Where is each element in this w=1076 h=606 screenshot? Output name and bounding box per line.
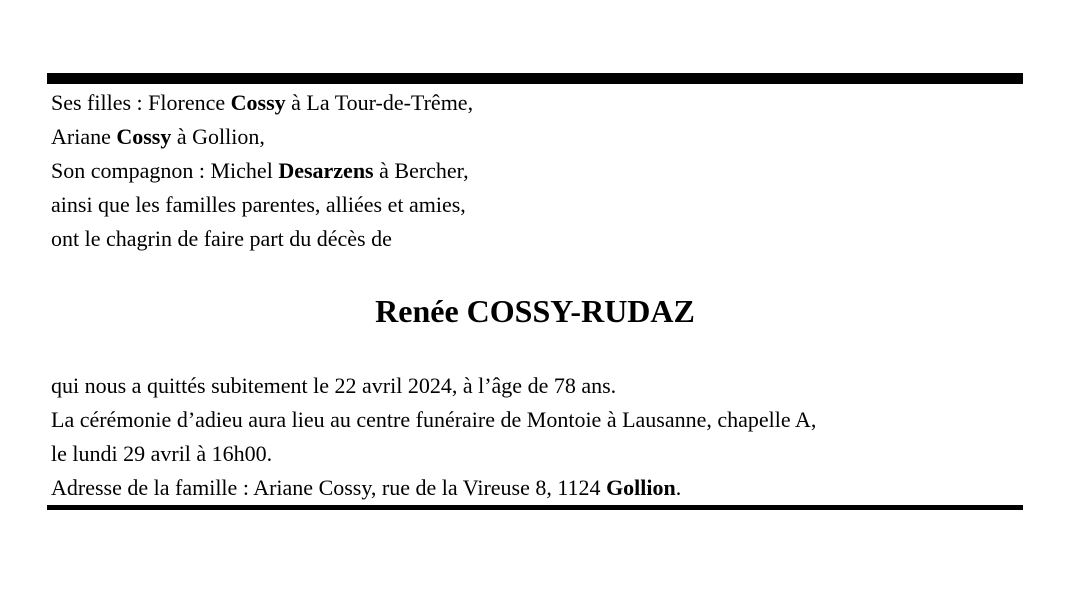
line-text: ont le chagrin de faire part du décès de <box>51 226 392 251</box>
line-text: Son compagnon : Michel <box>51 158 279 183</box>
line-text: . <box>675 475 682 500</box>
notice-line <box>51 471 1023 505</box>
line-text: le lundi 29 avril à 16h00. <box>51 441 273 466</box>
line-text: Ariane <box>51 124 117 149</box>
notice-line <box>51 120 1023 154</box>
line-bold-text: Gollion <box>606 475 676 500</box>
notice-line <box>51 437 1023 471</box>
ceremony-paragraph <box>51 369 1023 505</box>
notice-line <box>51 369 1023 403</box>
notice-line <box>51 222 1023 256</box>
notice-line <box>51 403 1023 437</box>
line-bold-text: Cossy <box>116 124 172 149</box>
line-text: à La Tour-de-Trême, <box>285 90 474 115</box>
family-paragraph <box>51 86 1023 256</box>
notice-line <box>51 188 1023 222</box>
line-text: Adresse de la famille : Ariane Cossy, rue de la Vireuse 8, 1124 <box>51 475 607 500</box>
deceased-name: Renée COSSY-RUDAZ <box>375 293 695 329</box>
notice-line <box>51 154 1023 188</box>
line-text: Ses filles : Florence <box>51 90 231 115</box>
line-bold-text: Desarzens <box>278 158 374 183</box>
line-text: La cérémonie d’adieu aura lieu au centre funéraire de Montoie à Lausanne, chapelle A, <box>51 407 817 432</box>
line-text: qui nous a quittés subitement le 22 avril 2024, à l’âge de 78 ans. <box>51 373 617 398</box>
line-text: à Bercher, <box>373 158 469 183</box>
line-text: ainsi que les familles parentes, alliées et amies, <box>51 192 466 217</box>
bottom-rule <box>47 505 1023 510</box>
top-rule <box>47 73 1023 84</box>
line-text: à Gollion, <box>171 124 265 149</box>
notice-line <box>51 86 1023 120</box>
line-bold-text: Cossy <box>230 90 286 115</box>
